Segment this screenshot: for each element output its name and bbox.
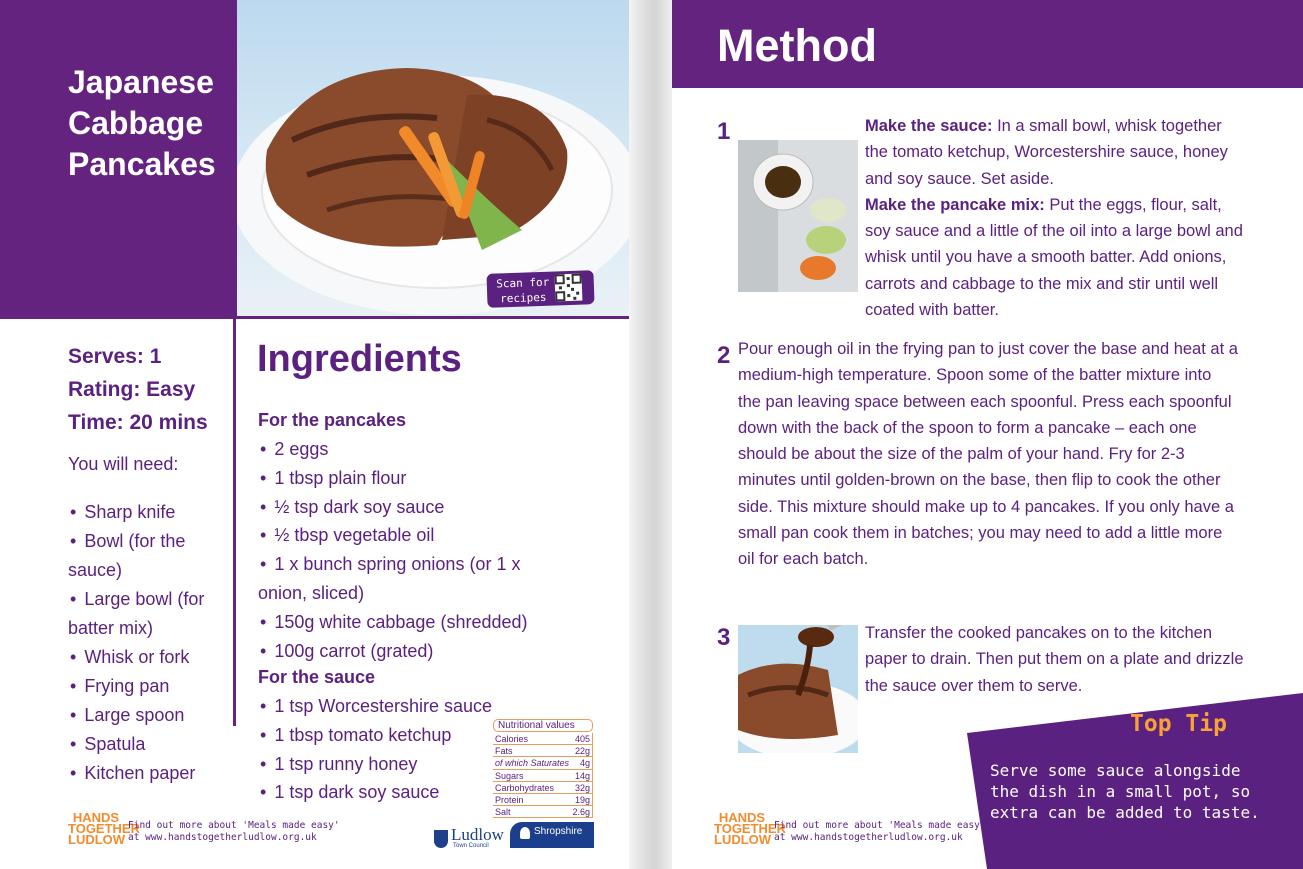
table-row: Salt 2.6g [493, 806, 593, 818]
recipe-title: Japanese Cabbage Pancakes [68, 64, 216, 182]
column-divider [233, 316, 236, 726]
time: Time: 20 mins [68, 411, 208, 434]
table-row: Calories 405 [493, 733, 593, 745]
list-item: • Large bowl (for batter mix) [68, 585, 228, 643]
list-item: • 1 tbsp plain flour [258, 464, 568, 493]
list-item: • ½ tsp dark soy sauce [258, 493, 568, 522]
table-row: Carbohydrates 32g [493, 782, 593, 794]
pancake-ingredients [258, 435, 568, 665]
drizzle-sauce-illustration [738, 625, 858, 753]
list-item: • Kitchen paper [68, 759, 228, 788]
list-item: • Frying pan [68, 672, 228, 701]
recipe-card-front [0, 0, 629, 869]
top-tip-text: Serve some sauce alongside the dish in a small pot, so extra can be added to taste. [990, 761, 1260, 822]
crest-icon [434, 830, 448, 848]
nutrition-table [493, 719, 593, 818]
step-1-heading-b: Make the pancake mix: [865, 195, 1045, 214]
equipment-intro: You will need: [68, 454, 179, 474]
list-item: • 100g carrot (grated) [258, 637, 568, 666]
step-1-body-a: In a small bowl, whisk together the tomato ketchup, Worcestershire sauce, honey and soy sauce. Set aside. [865, 117, 1228, 188]
list-item: • Whisk or fork [68, 643, 228, 672]
pancake-illustration [237, 0, 629, 316]
page-gutter [629, 0, 672, 869]
table-row: of which Saturates 4g [493, 757, 593, 769]
equipment-list [68, 498, 228, 788]
sauce-subheading: For the sauce [258, 667, 376, 687]
serves: Serves: 1 [68, 345, 162, 368]
list-item: • Bowl (for the sauce) [68, 527, 228, 585]
list-item: • Sharp knife [68, 498, 228, 527]
table-row: Sugars 14g [493, 770, 593, 782]
step-number: 1 [717, 118, 731, 145]
qr-badge[interactable] [486, 270, 594, 308]
pancakes-subheading: For the pancakes [258, 410, 407, 430]
shropshire-icon [520, 827, 530, 839]
ludlow-council-logo [432, 822, 508, 850]
step-1-heading-a: Make the sauce: [865, 117, 993, 135]
footer-line: Find out more about 'Meals made easy' [774, 820, 986, 831]
table-row: Protein 19g [493, 794, 593, 806]
step-3-photo [738, 625, 858, 753]
nutrition-title: Nutritional values [493, 719, 593, 732]
qr-label: Scan for recipes [496, 275, 550, 306]
shropshire-name: Shropshire [534, 826, 583, 837]
list-item: • Large spoon [68, 701, 228, 730]
sauce-ingredients [258, 692, 498, 807]
sauce-and-vegetables-illustration [738, 140, 858, 292]
footer-link[interactable]: at www.handstogetherludlow.org.uk [774, 832, 963, 843]
hands-together-ludlow-logo: HANDS TOGETHER LUDLOW [68, 810, 140, 847]
header-divider [0, 316, 629, 319]
ingredients-heading: Ingredients [257, 338, 462, 380]
footer-text [774, 820, 986, 844]
step-number: 2 [717, 342, 731, 369]
list-item: • ½ tbsp vegetable oil [258, 521, 568, 550]
qr-code-icon [555, 274, 583, 302]
recipe-card-back [672, 0, 1303, 869]
step-1-photo [738, 140, 858, 292]
title-block [0, 0, 237, 316]
table-row: Fats 22g [493, 745, 593, 757]
step-1-text [865, 113, 1245, 323]
list-item: • 1 tsp dark soy sauce [258, 778, 498, 807]
ludlow-name: Ludlow [451, 825, 504, 844]
list-item: • Spatula [68, 730, 228, 759]
step-number: 3 [717, 624, 731, 651]
method-title: Method [717, 20, 877, 71]
ludlow-sub: Town Council [453, 843, 489, 849]
method-banner [672, 0, 1303, 88]
list-item: • 2 eggs [258, 435, 568, 464]
step-2-text: Pour enough oil in the frying pan to just cover the base and heat at a medium-high temperature. Spoon some of the batter mixture into the pan leaving space between each spoonful. Press each spoonful down with the back of the spoon to form a pancake – each one should be about the size of the palm of your hand. Fry for 2-3 minutes until golden-brown on the base, then flip to cook the other side. This mixture should make up to 4 pancakes. If you only have a small pan cook them in batches; you may need to add a little more oil for each batch. [738, 340, 1238, 569]
list-item: • 1 x bunch spring onions (or 1 x onion, sliced) [258, 550, 568, 608]
pancake-photo [237, 0, 629, 316]
top-tip-title: Top Tip [1130, 711, 1227, 737]
hands-together-ludlow-logo: HANDS TOGETHER LUDLOW [714, 810, 786, 847]
step-1-body-b: Put the eggs, flour, salt, soy sauce and a little of the oil into a large bowl and whisk until you have a smooth batter. Add onions, carrots and cabbage to the mix and stir until well coated with batter. [865, 195, 1243, 320]
footer-text [128, 820, 340, 844]
footer-line: Find out more about 'Meals made easy' [128, 820, 340, 831]
list-item: • 1 tbsp tomato ketchup [258, 721, 498, 750]
list-item: • 150g white cabbage (shredded) [258, 608, 568, 637]
recipe-meta [68, 340, 208, 439]
footer-link[interactable]: at www.handstogetherludlow.org.uk [128, 832, 317, 843]
step-3-text: Transfer the cooked pancakes on to the kitchen paper to drain. Then put them on a plate and drizzle the sauce over them to serve. [865, 624, 1244, 695]
list-item: • 1 tsp Worcestershire sauce [258, 692, 498, 721]
shropshire-council-logo [510, 822, 594, 848]
rating: Rating: Easy [68, 378, 196, 401]
list-item: • 1 tsp runny honey [258, 750, 498, 779]
